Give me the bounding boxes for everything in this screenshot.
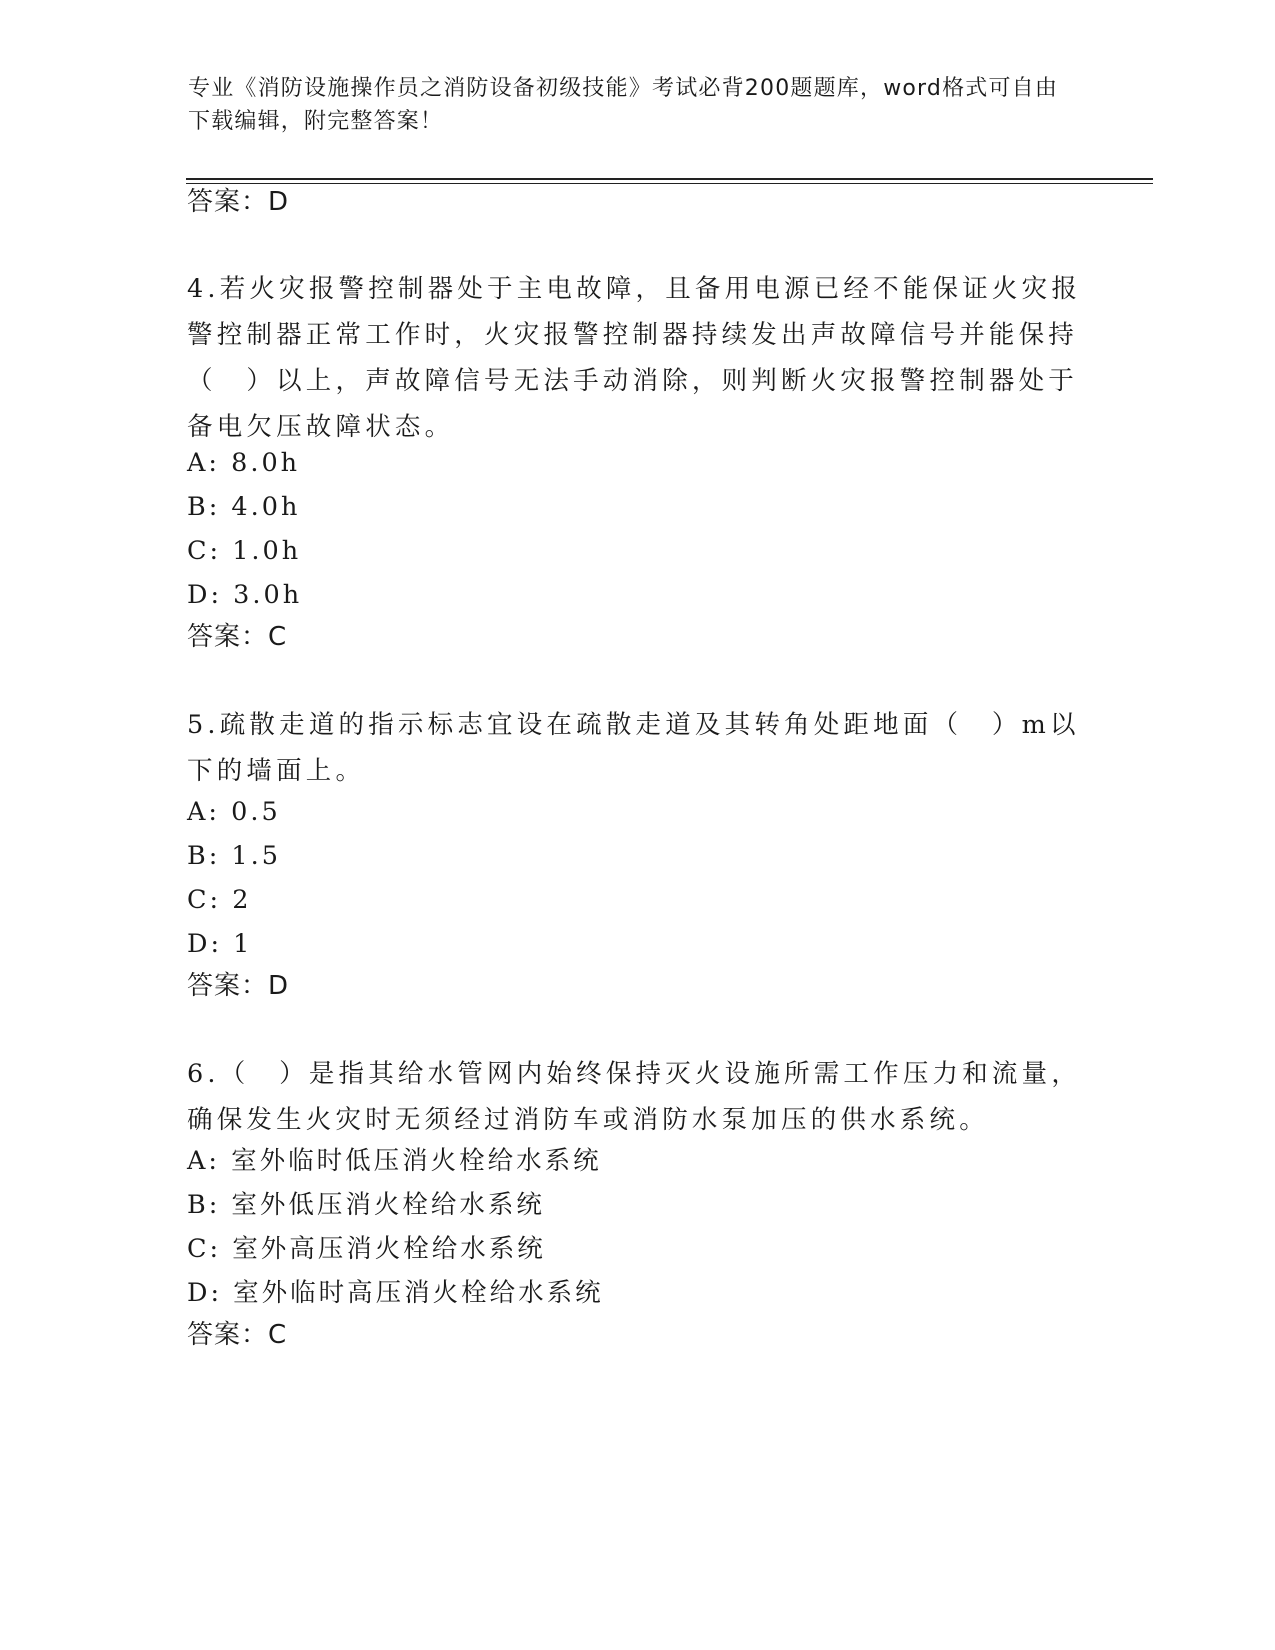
question-5-answer: 答案：D (187, 971, 290, 1001)
question-4-option-c: C: 1.0h (187, 536, 302, 566)
page-header: 专业《消防设施操作员之消防设备初级技能》考试必背200题题库，word格式可自由下载编辑，附完整答案！ (188, 76, 1059, 134)
question-4-option-a: A: 8.0h (187, 448, 301, 478)
question-5-option-c: C: 2 (187, 885, 252, 915)
question-5-option-b: B: 1.5 (187, 841, 281, 871)
question-6-answer: 答案：C (187, 1320, 288, 1350)
header-divider-thick (186, 178, 1153, 180)
header-divider-thin (186, 183, 1153, 184)
question-4-answer: 答案：C (187, 622, 288, 652)
question-6-option-c: C: 室外高压消火栓给水系统 (187, 1234, 546, 1264)
question-6-option-a: A: 室外临时低压消火栓给水系统 (187, 1146, 602, 1176)
answer-previous: 答案：D (187, 187, 290, 217)
question-5-text: 5.疏散走道的指示标志宜设在疏散走道及其转角处距地面（ ）m以下的墙面上。 (187, 710, 1080, 786)
question-5-option-d: D: 1 (187, 929, 253, 959)
question-4-option-b: B: 4.0h (187, 492, 301, 522)
question-6-text: 6.（ ）是指其给水管网内始终保持灭火设施所需工作压力和流量，确保发生火灾时无须经过消防车或消防水泵加压的供水系统。 (187, 1059, 1082, 1135)
question-5-option-a: A: 0.5 (187, 797, 281, 827)
question-4-option-d: D: 3.0h (187, 580, 303, 610)
question-6-option-d: D: 室外临时高压消火栓给水系统 (187, 1278, 604, 1308)
question-6-option-b: B: 室外低压消火栓给水系统 (187, 1190, 545, 1220)
question-4-text: 4.若火灾报警控制器处于主电故障，且备用电源已经不能保证火灾报警控制器正常工作时，火灾报警控制器持续发出声故障信号并能保持（ ）以上，声故障信号无法手动消除，则判断火灾报警控制器处于备电欠压故障状态。 (187, 274, 1082, 442)
